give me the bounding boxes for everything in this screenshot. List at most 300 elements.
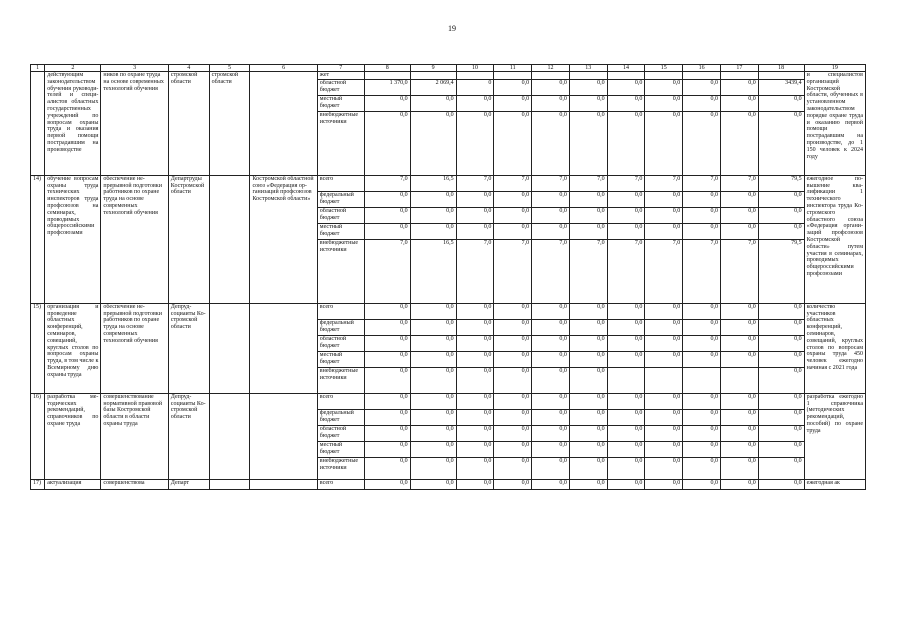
funding-total: 0,0 [758,441,804,457]
funding-value: 0,0 [494,319,532,335]
column-number: 16 [683,65,721,72]
funding-value: 7,0 [494,239,532,303]
measure-name: разработка методических рекомендаций, справочников по охране труда [45,393,101,479]
page-number: 19 [448,24,456,33]
funding-value: 0,0 [569,79,607,95]
funding-value: 0,0 [456,207,494,223]
funding-value: 0,0 [569,95,607,111]
funding-total: 0,0 [758,111,804,175]
funding-value: 0,0 [410,479,456,489]
funding-value [645,367,683,393]
funding-value: 0,0 [607,425,645,441]
participants [250,303,317,393]
funding-value: 0,0 [720,319,758,335]
funding-value: 7,0 [645,175,683,191]
funding-value: 7,0 [456,239,494,303]
responsible-executor: Департ [168,479,209,489]
funding-value: 0,0 [720,223,758,239]
responsible-executor: Депрудсоциаиты Костромской области [168,303,209,393]
funding-value: 0,0 [683,441,721,457]
funding-value: 0,0 [494,335,532,351]
funding-value [494,72,532,80]
funding-value: 0,0 [364,303,410,319]
funding-value: 16,5 [410,239,456,303]
funding-value: 0,0 [494,207,532,223]
funding-value: 0,0 [456,111,494,175]
participants [250,479,317,489]
measure-name: обучение вопросам охраны труда технических инспекторов труда профсоюзов на семинарах, проводимых общероссийскими профсоюзами [45,175,101,303]
funding-source: местный бюджет [317,441,364,457]
column-number: 1 [31,65,45,72]
expected-result: ежегодная ак [804,479,865,489]
table-row [31,479,866,489]
measure-number: 14) [31,175,45,303]
funding-value: 0,0 [683,191,721,207]
funding-value: 0,0 [645,393,683,409]
funding-value: 0,0 [494,79,532,95]
funding-value: 0,0 [364,207,410,223]
funding-value: 0,0 [720,95,758,111]
funding-value: 0,0 [364,409,410,425]
funding-value: 0,0 [456,95,494,111]
funding-value: 0,0 [410,207,456,223]
funding-value: 0,0 [683,303,721,319]
funding-value: 0,0 [410,441,456,457]
funding-value [456,72,494,80]
funding-value: 0,0 [569,207,607,223]
funding-value: 0,0 [569,425,607,441]
funding-value: 0,0 [532,223,570,239]
funding-value: 0,0 [645,95,683,111]
funding-value: 7,0 [532,175,570,191]
funding-value: 0,0 [410,367,456,393]
funding-total: 0,0 [758,303,804,319]
funding-value: 0,0 [569,457,607,479]
funding-value: 0,0 [456,191,494,207]
funding-value: 0,0 [569,111,607,175]
funding-value: 7,0 [683,239,721,303]
expected-result: количество участников областных конференций, семинаров, совещаний, круглых столов по вопросам охраны труда 450 человек ежегодно начиная с 2021 года [804,303,865,393]
funding-source: всего [317,479,364,489]
funding-value: 0,0 [532,191,570,207]
column-number: 15 [645,65,683,72]
funding-value: 0,0 [607,303,645,319]
funding-value: 0,0 [720,457,758,479]
funding-total: 3439,4 [758,79,804,95]
table-row [31,175,866,191]
task-text: ников по охране труда на основе современных технологий обучения [101,72,168,176]
funding-source: областной бюджет [317,335,364,351]
measure-name: актуализация [45,479,101,489]
funding-value: 0,0 [410,303,456,319]
funding-source: всего [317,175,364,191]
funding-value: 0,0 [683,335,721,351]
funding-value: 0,0 [456,393,494,409]
funding-total: 79,5 [758,175,804,191]
funding-value [569,72,607,80]
column-number-row [31,65,866,72]
funding-total: 0,0 [758,479,804,489]
column-number: 11 [494,65,532,72]
column-number: 6 [250,65,317,72]
funding-value: 0,0 [607,457,645,479]
column-number: 4 [168,65,209,72]
funding-total: 0,0 [758,457,804,479]
funding-value: 0,0 [494,425,532,441]
funding-value: 0,0 [456,441,494,457]
funding-value: 0,0 [720,303,758,319]
funding-value: 0,0 [645,303,683,319]
funding-source: федеральный бюджет [317,191,364,207]
co-executor [209,303,250,393]
funding-source: внебюджетные источники [317,457,364,479]
funding-value: 7,0 [720,175,758,191]
funding-value: 0,0 [683,457,721,479]
funding-value: 0,0 [720,351,758,367]
measure-number [31,72,45,176]
funding-value: 0,0 [364,393,410,409]
funding-value: 0,0 [607,223,645,239]
funding-value: 0,0 [683,223,721,239]
funding-value: 0,0 [364,335,410,351]
funding-value [720,72,758,80]
funding-value: 0,0 [645,207,683,223]
column-number: 19 [804,65,865,72]
funding-total: 79,5 [758,239,804,303]
funding-value [410,72,456,80]
funding-value: 7,0 [456,175,494,191]
funding-value: 0,0 [683,393,721,409]
funding-value: 0,0 [645,319,683,335]
funding-value: 0,0 [720,479,758,489]
funding-value: 0,0 [410,335,456,351]
funding-total: 0,0 [758,425,804,441]
funding-value: 0,0 [683,479,721,489]
funding-value: 0,0 [456,223,494,239]
funding-value: 0,0 [494,409,532,425]
funding-value [720,367,758,393]
funding-value: 0,0 [720,191,758,207]
funding-value: 16,5 [410,175,456,191]
funding-value: 0,0 [645,111,683,175]
funding-value: 0,0 [456,479,494,489]
funding-value: 0,0 [494,95,532,111]
funding-value: 0,0 [607,95,645,111]
funding-value: 7,0 [569,175,607,191]
funding-value: 0,0 [569,319,607,335]
funding-value [645,72,683,80]
funding-value: 0,0 [410,425,456,441]
funding-value: 0,0 [410,393,456,409]
funding-source: местный бюджет [317,351,364,367]
funding-value: 0,0 [683,425,721,441]
funding-value: 0,0 [494,457,532,479]
funding-total: 0,0 [758,335,804,351]
funding-source: федеральный бюджет [317,409,364,425]
table-row [31,393,866,409]
funding-value: 0,0 [410,191,456,207]
funding-value: 0,0 [532,351,570,367]
measure-number: 15) [31,303,45,393]
funding-value: 0,0 [410,95,456,111]
funding-value: 0,0 [456,457,494,479]
funding-source: внебюджетные источники [317,239,364,303]
co-executor [209,479,250,489]
funding-value: 0,0 [532,425,570,441]
responsible-executor: стромской области [168,72,209,176]
participants [250,72,317,176]
expected-result: и специалистов организаций Костромской области, обученных в установленном законодательством порядке охране труда и оказанию первой помощи пострадавшим на производстве, до 1 150 человек к 2024 году [804,72,865,176]
funding-value [683,72,721,80]
funding-value: 0,0 [607,351,645,367]
funding-value: 0,0 [364,111,410,175]
funding-value: 0,0 [607,335,645,351]
funding-total: 0,0 [758,191,804,207]
funding-value [364,72,410,80]
column-number: 3 [101,65,168,72]
task-text: обеспечение непрерывной подготовки работников по охране труда на основе современных технологий обучения [101,175,168,303]
funding-value: 0,0 [410,111,456,175]
funding-source: областной бюджет [317,425,364,441]
task-text: совершенствование нормативной правовой базы Костромской области в области охраны труда [101,393,168,479]
funding-value: 0,0 [569,409,607,425]
funding-value: 0,0 [720,409,758,425]
funding-value: 0,0 [607,111,645,175]
funding-source: всего [317,303,364,319]
funding-value: 0,0 [569,223,607,239]
funding-source: местный бюджет [317,95,364,111]
funding-total: 0,0 [758,223,804,239]
funding-value: 0,0 [607,319,645,335]
funding-total: 0,0 [758,95,804,111]
funding-value: 0,0 [532,319,570,335]
funding-value: 0,0 [494,441,532,457]
funding-value: 0,0 [494,191,532,207]
funding-value: 0,0 [607,393,645,409]
funding-value: 0,0 [645,191,683,207]
funding-value: 0,0 [569,191,607,207]
table-row [31,303,866,319]
funding-value: 0,0 [456,409,494,425]
table-row [31,72,866,80]
funding-value: 0,0 [364,223,410,239]
funding-value: 0,0 [364,367,410,393]
funding-value: 0,0 [364,319,410,335]
funding-value: 0 [456,79,494,95]
funding-value: 0,0 [364,441,410,457]
funding-total: 0,0 [758,351,804,367]
funding-value: 0,0 [645,351,683,367]
funding-value: 0,0 [364,479,410,489]
funding-value: 7,0 [607,239,645,303]
funding-value: 0,0 [410,457,456,479]
funding-value: 0,0 [645,223,683,239]
responsible-executor: Депрудсоциаиты Костромской области [168,393,209,479]
funding-value: 0,0 [645,335,683,351]
funding-value: 0,0 [683,95,721,111]
funding-value: 0,0 [364,351,410,367]
funding-source: областной бюджет [317,207,364,223]
funding-value: 0,0 [683,319,721,335]
funding-total: 0,0 [758,409,804,425]
funding-value: 7,0 [645,239,683,303]
co-executor: стромской области [209,72,250,176]
funding-value: 0,0 [607,79,645,95]
task-text: обеспечение непрерывной подготовки работников по охране труда на основе современных технологий обучения [101,303,168,393]
funding-value: 0,0 [720,207,758,223]
funding-value: 0,0 [683,351,721,367]
funding-value: 0,0 [494,351,532,367]
measure-name: действующим законодательством обучения руководителей и специалистов областных государственных учреждений по вопросам охраны труда и оказания первой помощи пострадавшим на производстве [45,72,101,176]
funding-value: 0,0 [410,319,456,335]
funding-value: 0,0 [456,425,494,441]
funding-total: 0,0 [758,367,804,393]
funding-value: 0,0 [410,351,456,367]
funding-value: 2 069,4 [410,79,456,95]
task-text: совершенствова [101,479,168,489]
funding-value: 0,0 [645,425,683,441]
column-number: 13 [569,65,607,72]
expected-result: разработка ежегодно 1 справочника (методических рекомендаций, пособий) по охране труда [804,393,865,479]
funding-value: 0,0 [532,393,570,409]
funding-total: 0,0 [758,393,804,409]
funding-value: 0,0 [456,335,494,351]
funding-value: 0,0 [683,111,721,175]
funding-value: 0,0 [532,95,570,111]
responsible-executor: Департруды Костромской области [168,175,209,303]
funding-value: 1 370,0 [364,79,410,95]
funding-total: 0,0 [758,319,804,335]
funding-source: всего [317,393,364,409]
funding-value: 0,0 [645,409,683,425]
program-table [30,64,866,490]
expected-result: ежегодное повышение квалификации 1 технического инспектора труда Костромского областного союза «Федерация организаций профсоюзов Костромской области» путем участия в семинарах, проводимых общероссийскими профсоюзами [804,175,865,303]
funding-value: 7,0 [569,239,607,303]
co-executor [209,175,250,303]
funding-value: 0,0 [494,393,532,409]
funding-value: 0,0 [456,303,494,319]
funding-value: 0,0 [720,111,758,175]
funding-source: местный бюджет [317,223,364,239]
funding-value: 0,0 [607,191,645,207]
funding-value: 0,0 [532,79,570,95]
funding-value: 0,0 [569,393,607,409]
funding-value: 0,0 [364,191,410,207]
funding-value [607,72,645,80]
funding-value: 0,0 [683,79,721,95]
funding-value: 0,0 [494,303,532,319]
funding-value: 0,0 [532,457,570,479]
funding-value: 0,0 [532,441,570,457]
funding-value: 0,0 [720,335,758,351]
column-number: 10 [456,65,494,72]
column-number: 12 [532,65,570,72]
funding-value: 0,0 [364,95,410,111]
funding-value: 0,0 [569,441,607,457]
funding-value: 7,0 [607,175,645,191]
funding-value: 0,0 [456,367,494,393]
funding-value: 0,0 [410,223,456,239]
funding-value: 7,0 [364,175,410,191]
funding-value: 0,0 [645,441,683,457]
column-number: 2 [45,65,101,72]
measure-number: 17) [31,479,45,489]
funding-value: 0,0 [494,111,532,175]
funding-source: внебюджетные источники [317,111,364,175]
participants [250,393,317,479]
funding-total [758,72,804,80]
funding-value: 0,0 [494,223,532,239]
funding-value: 0,0 [532,409,570,425]
measure-number: 16) [31,393,45,479]
funding-value: 0,0 [532,335,570,351]
funding-value: 0,0 [456,319,494,335]
funding-value: 0,0 [683,409,721,425]
funding-value: 7,0 [364,239,410,303]
funding-source: федеральный бюджет [317,319,364,335]
funding-value: 0,0 [364,425,410,441]
funding-value: 0,0 [607,409,645,425]
measure-name: организация и проведение областных конференций, семинаров, совещаний, круглых столов по вопросам охраны труда, в том числе к Всемирному дню охраны труда [45,303,101,393]
funding-value: 0,0 [532,367,570,393]
funding-value [532,72,570,80]
funding-source: жет [317,72,364,80]
funding-value: 0,0 [569,479,607,489]
column-number: 8 [364,65,410,72]
column-number: 14 [607,65,645,72]
funding-value: 0,0 [532,303,570,319]
column-number: 7 [317,65,364,72]
funding-value: 0,0 [410,409,456,425]
funding-value: 0,0 [494,367,532,393]
funding-value: 7,0 [494,175,532,191]
funding-value: 0,0 [532,479,570,489]
funding-source: внебюджетные источники [317,367,364,393]
co-executor [209,393,250,479]
funding-value: 0,0 [645,457,683,479]
funding-value: 0,0 [645,479,683,489]
funding-value: 0,0 [569,303,607,319]
funding-source: областной бюджет [317,79,364,95]
funding-value: 0,0 [720,441,758,457]
funding-value: 7,0 [532,239,570,303]
funding-value: 0,0 [569,351,607,367]
funding-value: 0,0 [569,367,607,393]
funding-value: 0,0 [456,351,494,367]
funding-value: 0,0 [569,335,607,351]
funding-value: 0,0 [532,111,570,175]
column-number: 9 [410,65,456,72]
funding-value: 0,0 [683,207,721,223]
funding-total: 0,0 [758,207,804,223]
column-number: 5 [209,65,250,72]
funding-value: 0,0 [494,479,532,489]
funding-value: 0,0 [720,79,758,95]
funding-value: 0,0 [720,425,758,441]
participants: Костромской областной союз «Федерация организаций профсоюзов Костромской области» [250,175,317,303]
funding-value: 0,0 [720,393,758,409]
column-number: 17 [720,65,758,72]
funding-value: 7,0 [683,175,721,191]
funding-value: 0,0 [607,207,645,223]
funding-value: 0,0 [607,479,645,489]
funding-value [683,367,721,393]
funding-value: 7,0 [720,239,758,303]
funding-value [607,367,645,393]
funding-value: 0,0 [645,79,683,95]
funding-value: 0,0 [532,207,570,223]
column-number: 18 [758,65,804,72]
